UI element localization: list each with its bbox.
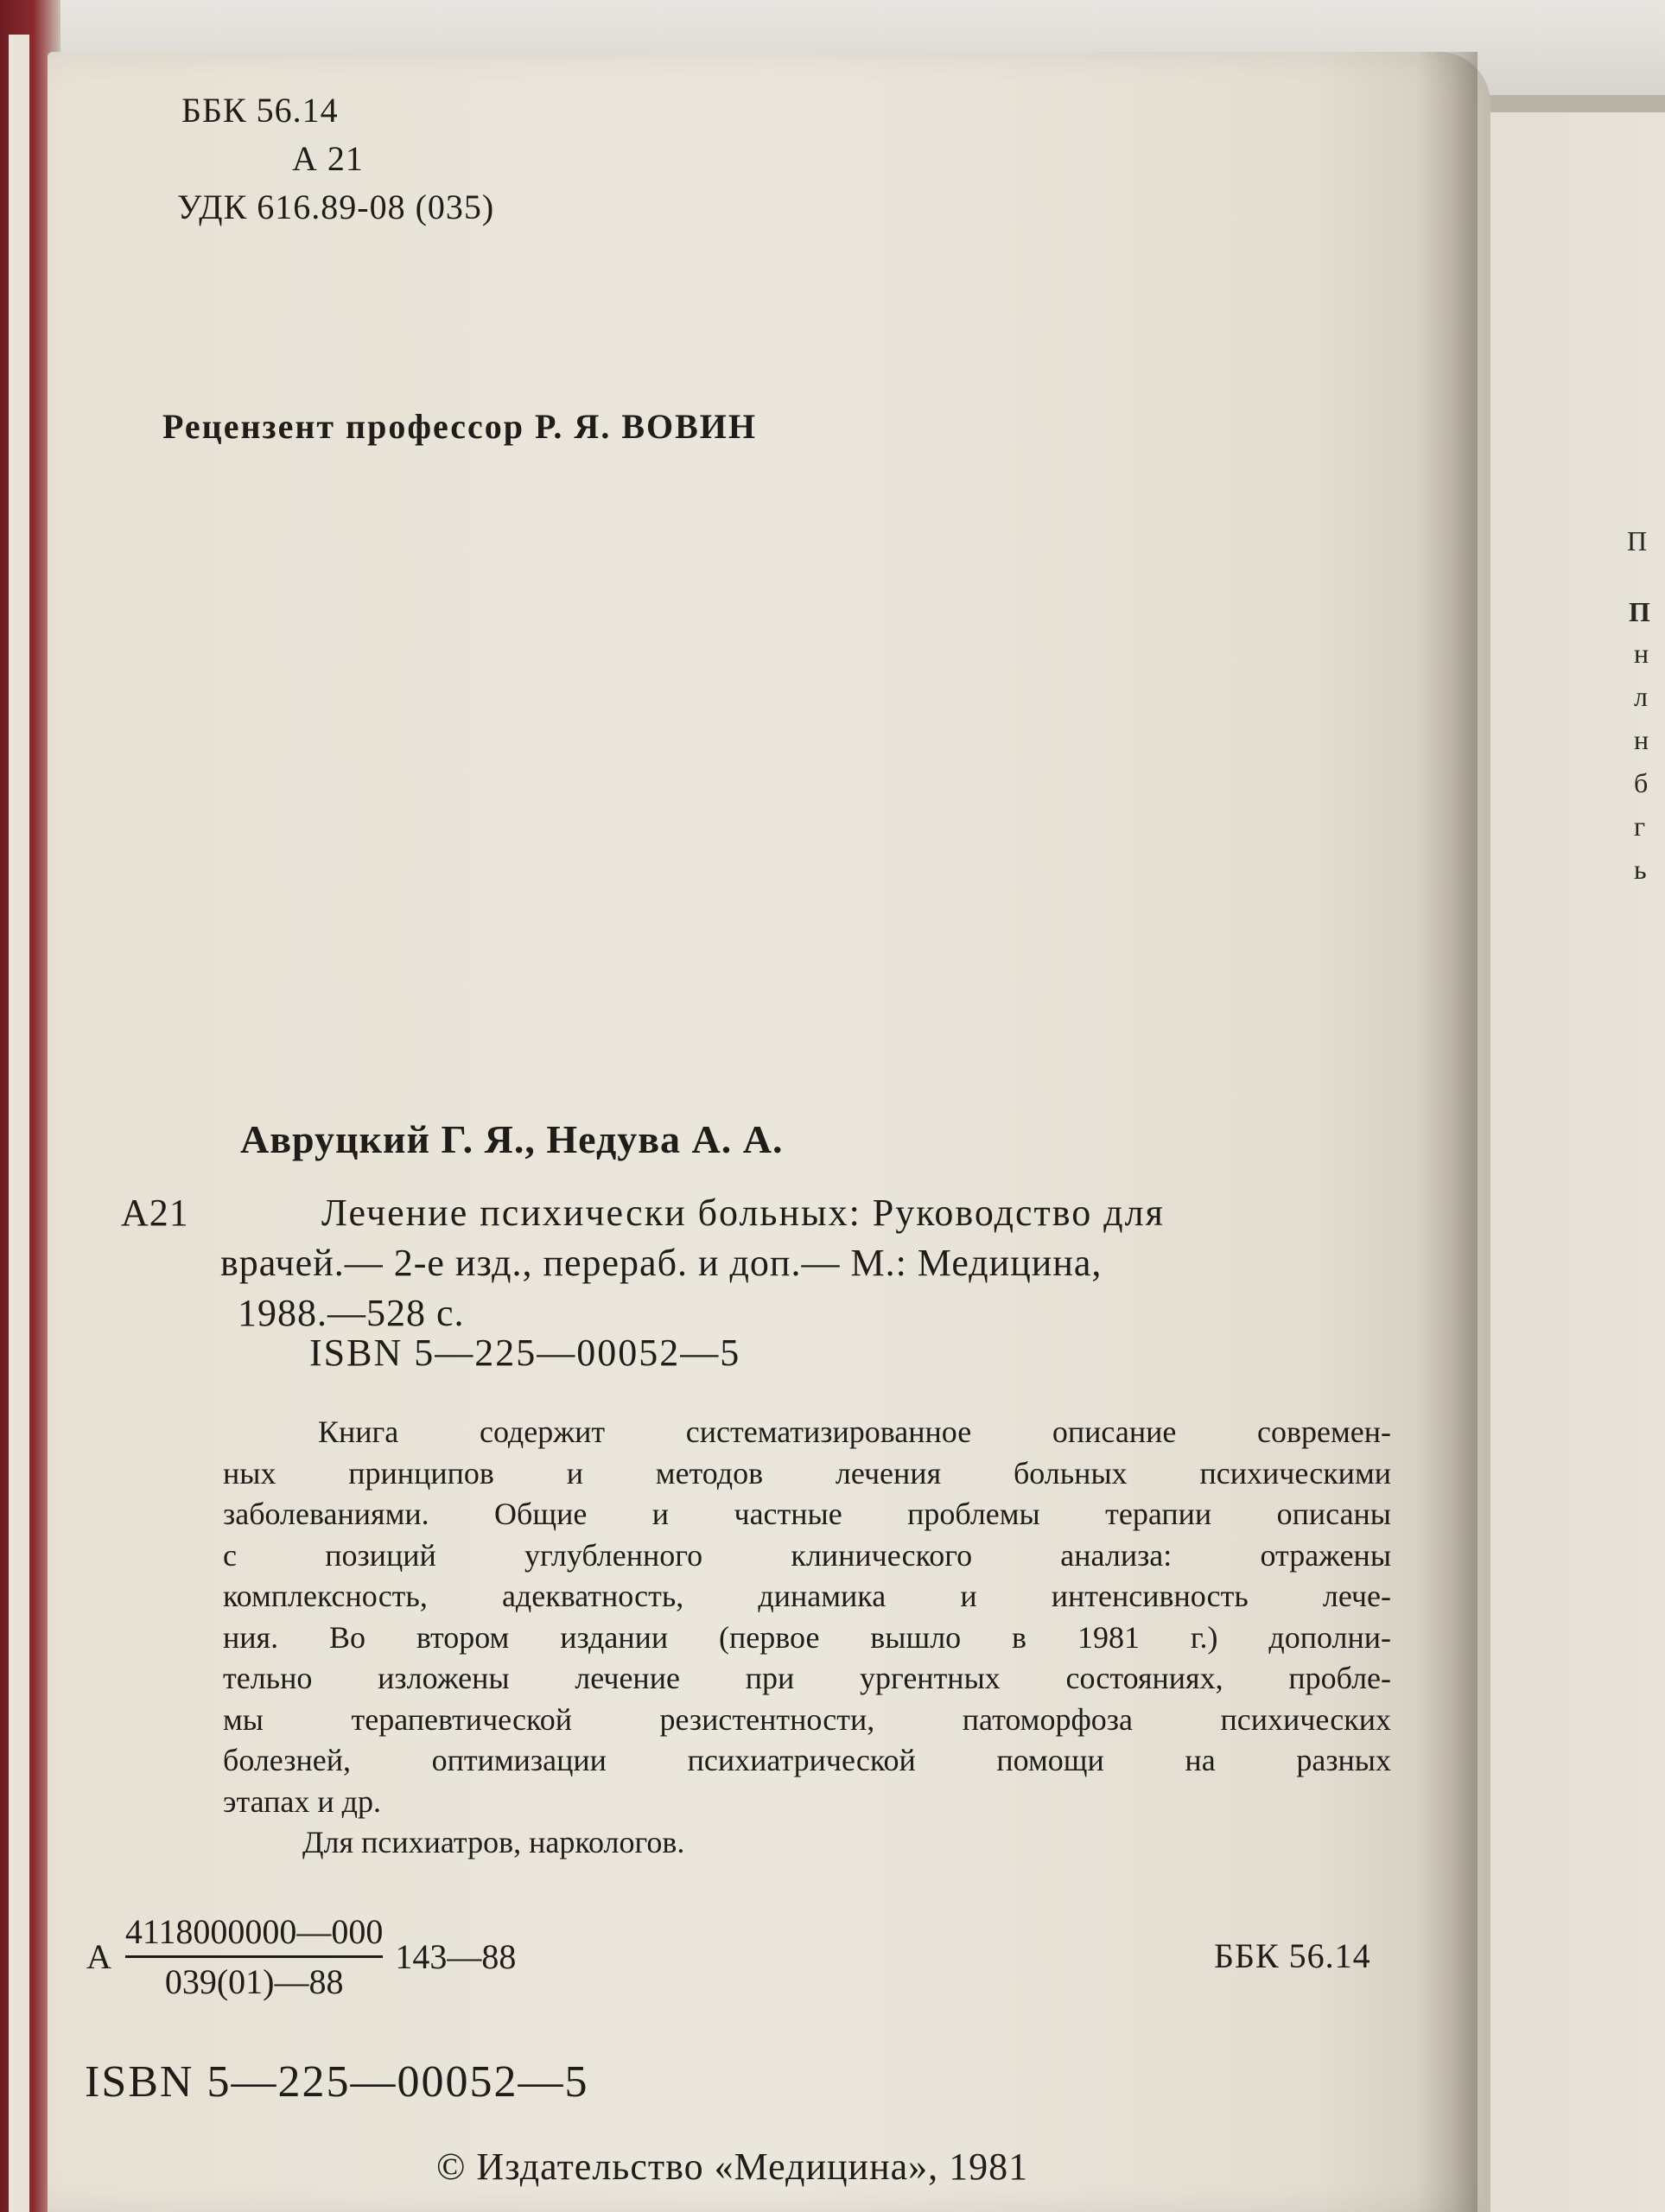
entry-edition-line: врачей.— 2-е изд., перераб. и доп.— М.: Медицина, [220, 1242, 1103, 1284]
right-page-fragment: н [1634, 724, 1650, 755]
fraction-bar [125, 1955, 384, 1958]
copyright-line: © Издательство «Медицина», 1981 [436, 2145, 1029, 2188]
index-code [86, 1911, 516, 2002]
page-gutter-shadow [1417, 52, 1478, 2212]
bbk-code-bottom: ББК 56.14 [1214, 1936, 1371, 1975]
right-page-fragment: П [1629, 596, 1651, 627]
right-page-fragment: б [1634, 767, 1649, 798]
entry-year-line: 1988.—528 с. [238, 1292, 465, 1334]
udk-code: УДК 616.89-08 (035) [177, 188, 495, 226]
authors-heading: Авруцкий Г. Я., Недува А. А. [240, 1117, 784, 1161]
annotation-paragraph [223, 1412, 1391, 1864]
annotation-line: заболеваниями. Общие и частные проблемы терапии описаны [223, 1497, 1391, 1531]
annotation-line: комплексность, адекватность, динамика и интенсивность лече- [223, 1579, 1391, 1613]
right-page-fragment: ь [1634, 854, 1648, 885]
annotation-line: этапах и др. [223, 1783, 381, 1819]
author-mark: А 21 [292, 139, 364, 178]
annotation-line: тельно изложены лечение при ургентных состояниях, пробле- [223, 1661, 1391, 1695]
annotation-line: болезней, оптимизации психиатрической помощи на разных [223, 1743, 1391, 1777]
entry-title-line: Лечение психически больных: Руководство для [321, 1192, 1165, 1234]
reviewer-line: Рецензент профессор Р. Я. ВОВИН [162, 407, 758, 446]
index-code-denominator: 039(01)—88 [164, 1962, 344, 2001]
isbn-bottom: ISBN 5—225—00052—5 [85, 2057, 589, 2107]
annotation-line: мы терапевтической резистентности, патоморфоза психических [223, 1701, 1391, 1737]
annotation-line: ния. Во втором издании (первое вышло в 1981 г.) дополни- [223, 1619, 1391, 1655]
index-code-numerator: 4118000000—000 [124, 1912, 384, 1951]
right-page-fragment: н [1634, 638, 1650, 669]
annotation-line: Книга содержит систематизированное описание современ- [318, 1414, 1391, 1449]
bbk-code: ББК 56.14 [181, 91, 339, 130]
annotation-line: ных принципов и методов лечения больных психическими [223, 1455, 1391, 1491]
entry-isbn: ISBN 5—225—00052—5 [309, 1332, 741, 1374]
right-page-fragment: г [1634, 810, 1647, 842]
catalog-mark: А21 [121, 1192, 189, 1234]
index-code-fraction [125, 1911, 384, 2002]
annotation-line: с позиций углубленного клинического анализа: отражены [223, 1537, 1391, 1573]
right-page-fragment: П [1627, 525, 1649, 556]
right-page-fragment: л [1634, 681, 1649, 712]
index-code-letter: А [86, 1937, 111, 1976]
index-code-suffix: 143—88 [395, 1937, 517, 1976]
cover-endpaper [9, 35, 29, 2212]
annotation-audience: Для психиатров, наркологов. [302, 1825, 685, 1859]
